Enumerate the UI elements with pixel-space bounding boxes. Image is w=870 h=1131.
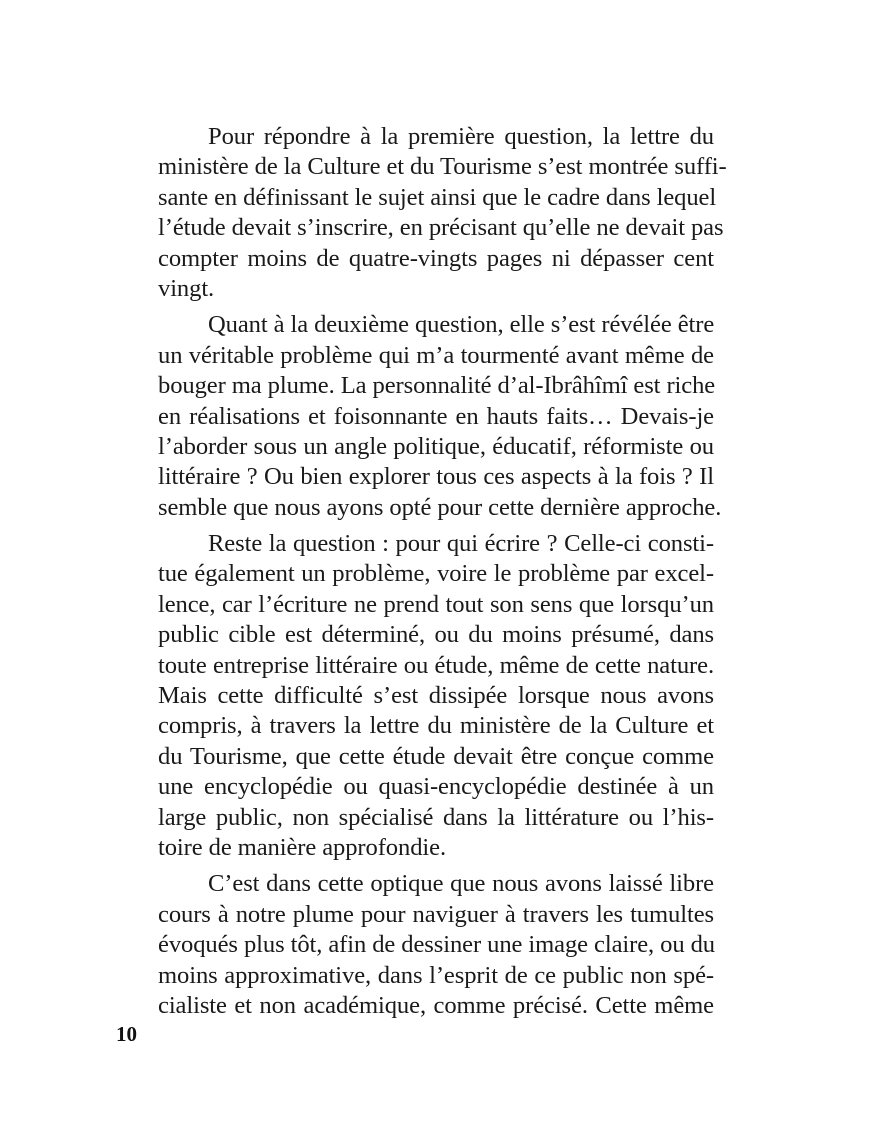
text-line: toute entreprise littéraire ou étude, même de cette nature. xyxy=(158,651,714,679)
page-number: 10 xyxy=(116,1022,137,1046)
text-line: sante en définissant le sujet ainsi que le cadre dans lequel xyxy=(158,183,717,211)
text-line: vingt. xyxy=(158,274,215,302)
text-line: Quant à la deuxième question, elle s’est révélée être xyxy=(208,311,715,339)
text-line: Reste la question : pour qui écrire ? Celle-ci consti- xyxy=(208,530,714,558)
text-line: ministère de la Culture et du Tourisme s’est montrée suffi- xyxy=(158,153,727,181)
text-line: bouger ma plume. La personnalité d’al-Ibrâhîmî est riche xyxy=(158,372,716,400)
text-line: l’étude devait s’inscrire, en précisant qu’elle ne devait pas xyxy=(158,214,724,242)
text-line: C’est dans cette optique que nous avons laissé libre xyxy=(208,870,714,898)
paragraph-2 xyxy=(158,310,722,523)
text-line: Mais cette difficulté s’est dissipée lorsque nous avons xyxy=(158,682,714,710)
text-line: public cible est déterminé, ou du moins présumé, dans xyxy=(158,621,714,649)
text-line: du Tourisme, que cette étude devait être conçue comme xyxy=(158,742,714,770)
text-line: cialiste et non académique, comme précisé. Cette même xyxy=(158,991,714,1019)
text-line: littéraire ? Ou bien explorer tous ces aspects à la fois ? Il xyxy=(158,463,714,491)
text-line: cours à notre plume pour naviguer à travers les tumultes xyxy=(158,900,714,928)
text-line: compter moins de quatre-vingts pages ni dépasser cent xyxy=(158,244,714,272)
text-line: tue également un problème, voire le problème par excel- xyxy=(158,560,714,588)
text-line: Pour répondre à la première question, la lettre du xyxy=(208,123,714,150)
text-line: évoqués plus tôt, afin de dessiner une image claire, ou du xyxy=(158,931,715,959)
text-line: semble que nous ayons opté pour cette dernière approche. xyxy=(158,493,722,521)
paragraph-3 xyxy=(158,529,714,863)
paragraph-1 xyxy=(158,122,727,304)
text-line: moins approximative, dans l’esprit de ce public non spé- xyxy=(158,961,714,989)
text-line: compris, à travers la lettre du ministère de la Culture et xyxy=(158,712,714,740)
text-line: lence, car l’écriture ne prend tout son sens que lorsqu’un xyxy=(158,590,714,618)
page-body xyxy=(158,122,727,1027)
text-line: large public, non spécialisé dans la littérature ou l’his- xyxy=(158,803,714,831)
paragraph-4 xyxy=(158,869,714,1021)
text-line: toire de manière approfondie. xyxy=(158,833,446,861)
text-line: un véritable problème qui m’a tourmenté avant même de xyxy=(158,341,714,369)
text-line: une encyclopédie ou quasi-encyclopédie destinée à un xyxy=(158,773,714,801)
text-line: en réalisations et foisonnante en hauts faits… Devais-je xyxy=(158,402,714,430)
text-line: l’aborder sous un angle politique, éducatif, réformiste ou xyxy=(158,432,714,460)
